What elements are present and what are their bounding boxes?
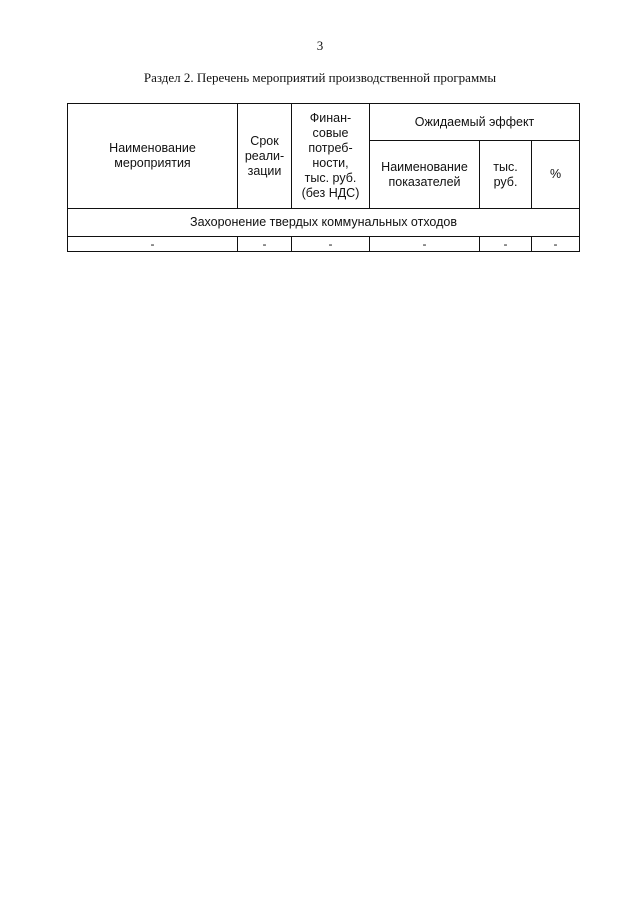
section-row: Захоронение твердых коммунальных отходов	[68, 209, 580, 237]
cell-thousand-rub: -	[480, 237, 532, 252]
page-number: 3	[316, 38, 324, 53]
cell-term: -	[238, 237, 292, 252]
header-finance: Финан- совые потреб- ности, тыс. руб. (без НДС)	[292, 104, 370, 209]
program-table	[67, 103, 580, 252]
cell-indicator-name: -	[370, 237, 480, 252]
header-percent: %	[532, 141, 580, 209]
header-term: Срок реали- зации	[238, 104, 292, 209]
table-row	[68, 237, 580, 252]
cell-finance: -	[292, 237, 370, 252]
section-title: Раздел 2. Перечень мероприятий производственной программы	[143, 70, 497, 85]
header-indicator-name: Наименование показателей	[370, 141, 480, 209]
cell-event-name: -	[68, 237, 238, 252]
header-event-name: Наименование мероприятия	[68, 104, 238, 209]
header-thousand-rub: тыс. руб.	[480, 141, 532, 209]
cell-percent: -	[532, 237, 580, 252]
header-expected-effect: Ожидаемый эффект	[370, 104, 580, 141]
